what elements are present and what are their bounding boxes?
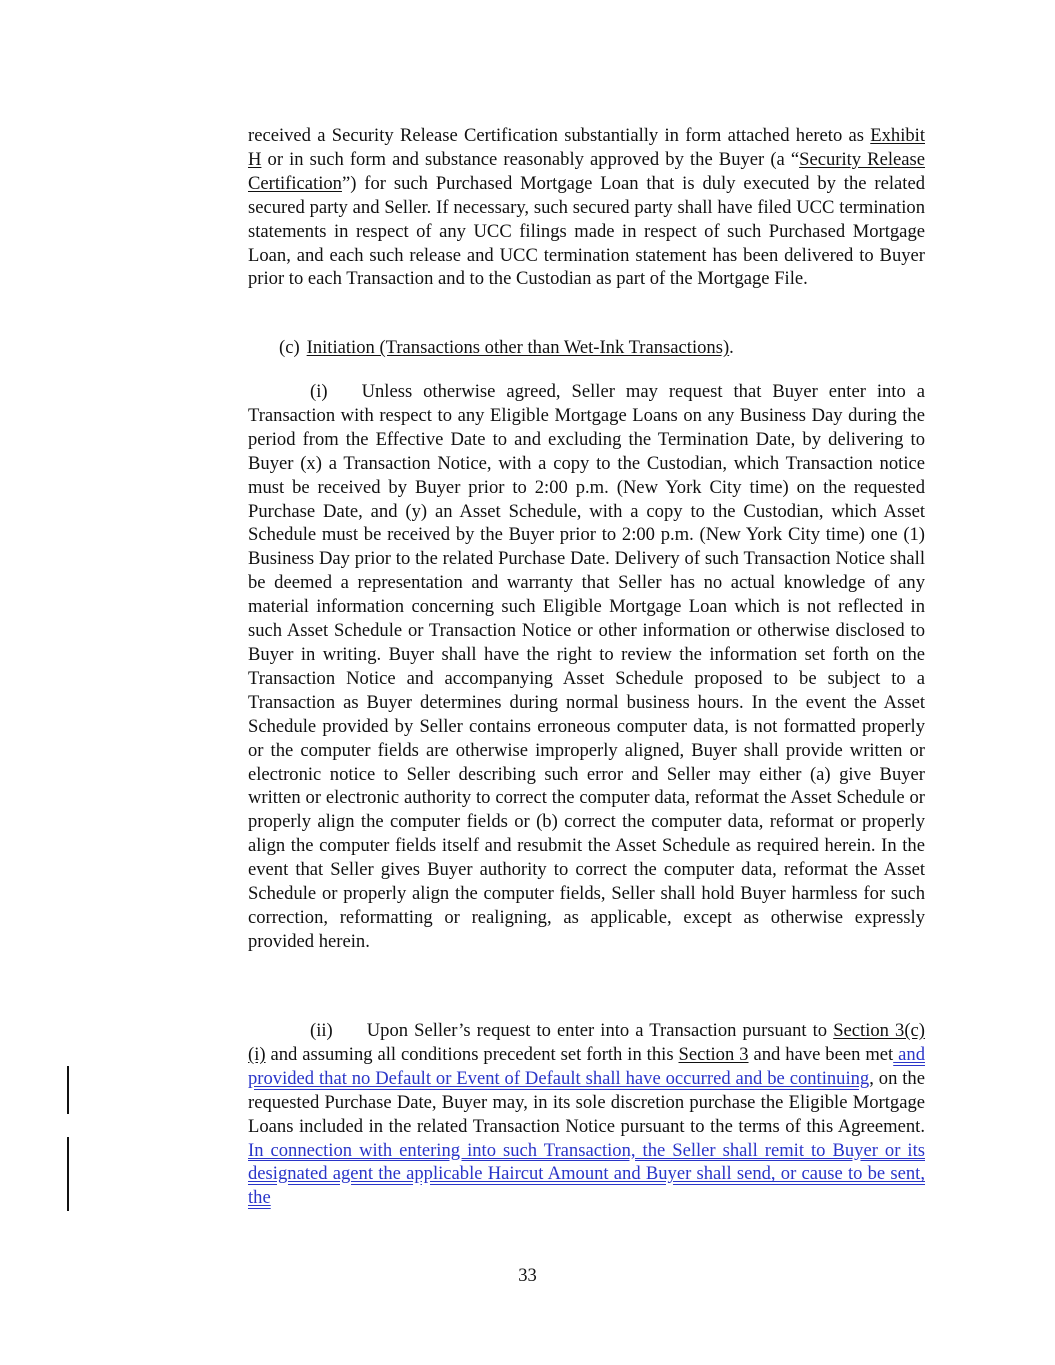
subsection-i-text: Unless otherwise agreed, Seller may request that Buyer enter into a Transaction with respect to any Eligible Mortgage Loans on any Business Day during the period from the Effective Date to and excluding the Termination Date, by delivering to Buyer (x) a Transaction Notice, with a copy to the Custodian, which Transaction notice must be received by Buyer prior to 2:00 p.m. (New York City time) on the requested Purchase Date, and (y) an Asset Schedule, with a copy to the Custodian, which Asset Schedule must be received by the Buyer prior to 2:00 p.m. (New York City time) one (1) Business Day prior to the related Purchase Date. Delivery of such Transaction Notice shall be deemed a representation and warranty that Seller has no actual knowledge of any material information concerning such Eligible Mortgage Loan which is not reflected in such Asset Schedule or Transaction Notice or other information or otherwise disclosed to Buyer in writing. Buyer shall have the right to review the information set forth on the Transaction Notice and accompanying Asset Schedule proposed to be subject to a Transaction as Buyer determines during normal business hours. In the event the Asset Schedule provided by Seller contains erroneous computer data, is not formatted properly or the computer fields are otherwise improperly aligned, Buyer shall provide written or electronic notice to Seller describing such error and Seller may either (a) give Buyer written or electronic authority to correct the computer data, reformat the Asset Schedule or properly align the computer fields or (b) correct the computer data, reformat or properly align the computer fields itself and resubmit the Asset Schedule as required herein. In the event that Seller gives Buyer authority to correct the computer data, reformat the Asset Schedule or properly align the computer fields, Seller shall hold Buyer harmless for such correction, reformatting or realigning, as applicable, except as otherwise expressly provided herein. (248, 381, 925, 952)
section-c-label: (c) (279, 337, 300, 358)
paragraph-text: and assuming all conditions precedent set forth in this (265, 1043, 679, 1065)
paragraph-text: and have been met (748, 1043, 894, 1065)
subsection-i-label: (i) (310, 381, 328, 402)
exhibit-h-reference: Exhibit H (248, 125, 925, 170)
section-c-title: Initiation (Transactions other than Wet-Ink Transactions) (306, 337, 730, 358)
section-c-period: . (729, 337, 734, 358)
subsection-i-paragraph (248, 380, 925, 954)
paragraph-text: , on the requested Purchase Date, Buyer may, in its sole discretion purchase the Eligible Mortgage Loans included in the related Transaction Notice pursuant to the terms of this Agreement. (248, 1067, 925, 1137)
inserted-text-default-clause: and provided that no Default or Event of Default shall have occurred and be continuing (248, 1043, 925, 1089)
inserted-text-haircut-clause: In connection with entering into such Transaction, the Seller shall remit to Buyer or its designated agent the applicable Haircut Amount and Buyer shall send, or cause to be sent, the (248, 1139, 925, 1209)
page-number: 33 (518, 1265, 537, 1286)
paragraph-text: or in such form and substance reasonably approved by the Buyer (a “ (261, 148, 800, 170)
defined-term-security-release-certification: Security Release Certification (248, 148, 925, 194)
revision-change-bar (67, 1137, 69, 1211)
paragraph-security-release (248, 124, 925, 291)
paragraph-text: received a Security Release Certification substantially in form attached hereto as (248, 125, 871, 146)
revision-change-bar (67, 1066, 69, 1114)
subsection-ii-label: (ii) (310, 1020, 333, 1041)
paragraph-text: ”) for such Purchased Mortgage Loan that is duly executed by the related secured party and Seller. If necessary, such secured party shall have filed UCC termination statements in respect of any UCC filings made in respect of such Purchased Mortgage Loan, and each such release and UCC termination statement has been delivered to Buyer prior to each Transaction and to the Custodian as part of the Mortgage File. (248, 172, 925, 290)
section-3-reference: Section 3 (678, 1043, 749, 1065)
paragraph-text: Upon Seller’s request to enter into a Transaction pursuant to (366, 1020, 834, 1041)
section-c-heading (248, 336, 956, 360)
subsection-ii-paragraph (248, 1019, 925, 1210)
section-3ci-reference: Section 3(c)(i) (248, 1020, 925, 1065)
